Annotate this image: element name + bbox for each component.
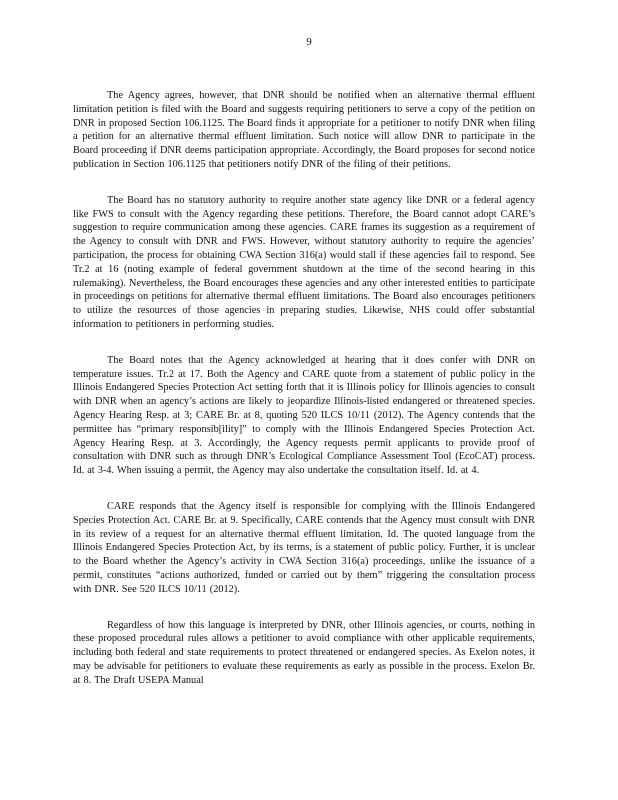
paragraph-1: The Agency agrees, however, that DNR should be notified when an alternative thermal effluent limitation petition is filed with the Board and suggests requiring petitioners to serve a copy of the petition on DNR in proposed Section 106.1125. The Board finds it appropriate for a petitioner to notify DNR when filing a petition for an alternative thermal effluent limitation. Such notice will allow DNR to participate in the Board proceeding if DNR deems participation appropriate. Accordingly, the Board proposes for second notice publication in Section 106.1125 that petitioners notify DNR of the filing of their petitions. [73,90,535,170]
paragraph-3: The Board notes that the Agency acknowledged at hearing that it does confer with DNR on temperature issues. Tr.2 at 17. Both the Agency and CARE quote from a statement of public policy in the Illinois Endangered Species Protection Act setting forth that it is Illinois policy for Illinois agencies to consult with DNR when an agency’s actions are likely to jeopardize Illinois-listed endangered or threatened species. Agency Hearing Resp. at 3; CARE Br. at 8, quoting 520 ILCS 10/11 (2012). The Agency contends that the permittee has “primary responsib[ility]” to comply with the Illinois Endangered Species Protection Act. Agency Hearing Resp. at 3. Accordingly, the Agency requests permit applicants to provide proof of consultation with DNR such as through DNR’s Ecological Compliance Assessment Tool (EcoCAT) process. Id. at 3-4. When issuing a permit, the Agency may also undertake the consultation itself. Id. at 4. [73,354,535,477]
paragraph-4: CARE responds that the Agency itself is responsible for complying with the Illinois Endangered Species Protection Act. CARE Br. at 9. Specifically, CARE contends that the Agency must consult with DNR in its review of a request for an alternative thermal effluent limitation. Id. The quoted language from the Illinois Endangered Species Protection Act, by its terms, is a statement of public policy. Further, it is unclear to the Board whether the Agency’s activity in CWA Section 316(a) proceedings, unlike the issuance of a permit, constitutes “actions authorized, funded or carried out by them” triggering the consultation process with DNR. See 520 ILCS 10/11 (2012). [73,500,535,595]
page-number: 9 [306,36,312,48]
document-body [73,89,535,709]
paragraph-5: Regardless of how this language is interpreted by DNR, other Illinois agencies, or courts, nothing in these proposed procedural rules allows a petitioner to avoid compliance with other applicable requirements, including both federal and state requirements to protect threatened or endangered species. As Exelon notes, it may be advisable for petitioners to evaluate these requirements as early as possible in the process. Exelon Br. at 8. The Draft USEPA Manual [73,619,535,686]
paragraph-2: The Board has no statutory authority to require another state agency like DNR or a federal agency like FWS to consult with the Agency regarding these petitions. Therefore, the Board cannot adopt CARE’s suggestion to require communication among these agencies. CARE frames its suggestion as a requirement of the Agency to consult with DNR and FWS. However, without statutory authority to require the agencies’ participation, the process for obtaining CWA Section 316(a) would stall if these agencies fail to respond. See Tr.2 at 16 (noting example of federal government shutdown at the time of the second hearing in this rulemaking). Nevertheless, the Board encourages these agencies and any other interested entities to participate in proceedings on petitions for alternative thermal effluent limitations. The Board also encourages petitioners to utilize the resources of those agencies in preparing studies. Likewise, NHS could offer substantial information to petitioners in performing studies. [73,194,535,330]
